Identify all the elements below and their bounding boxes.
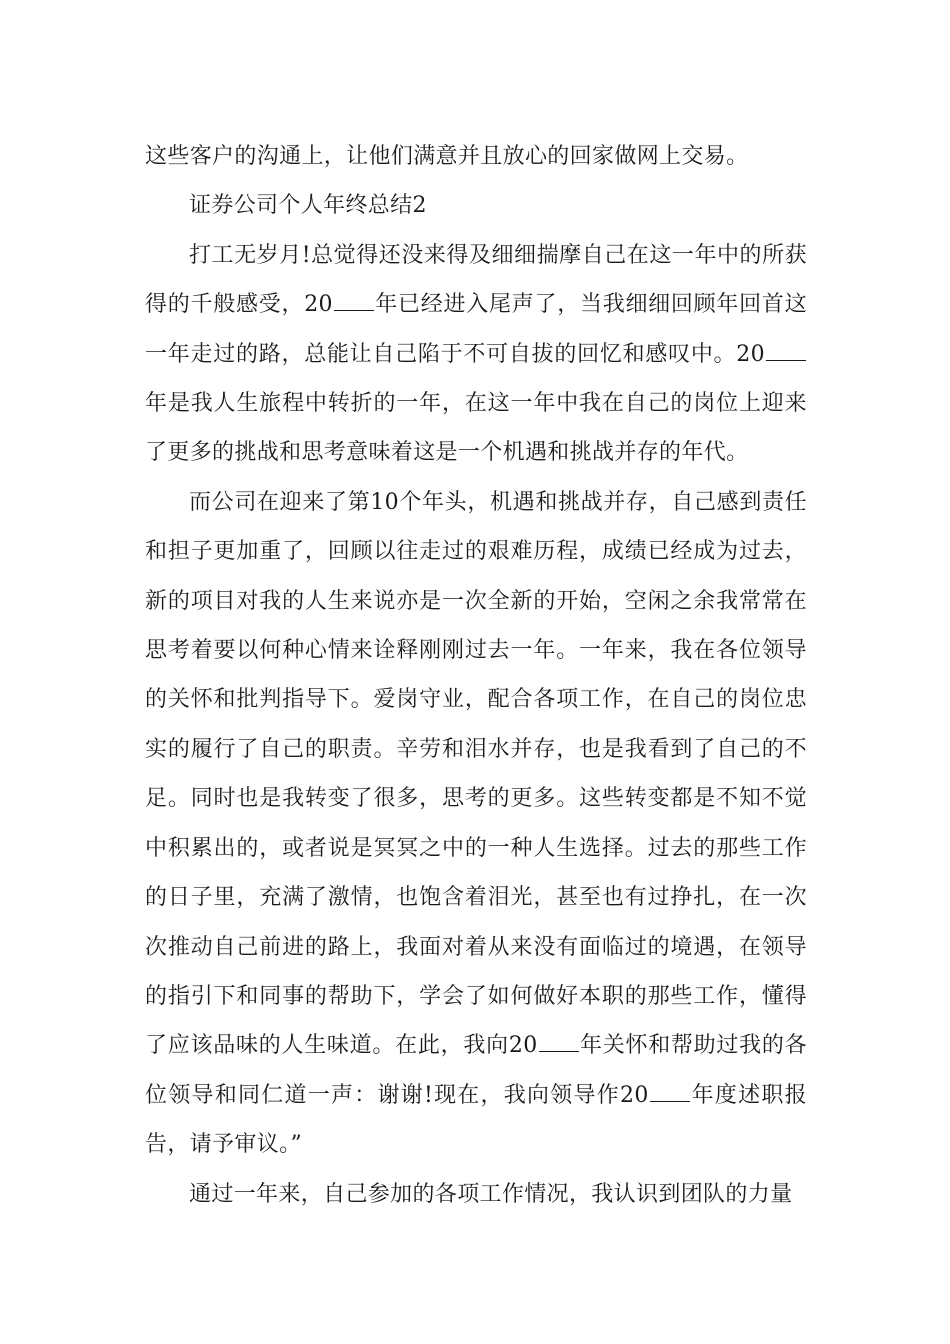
paragraph-text: 年关怀和帮助过我的各位领导和同仁道一声：谢谢!现在，我向领导作20 bbox=[145, 1033, 807, 1108]
fill-in-blank bbox=[766, 342, 806, 361]
fill-in-blank bbox=[650, 1083, 690, 1102]
paragraph-text: 年已经进入尾声了，当我细细回顾年回首这一年走过的路，总能让自己陷于不可自拔的回忆和感叹中。20 bbox=[145, 292, 807, 367]
paragraph-intro bbox=[145, 231, 807, 478]
paragraph-text: 打工无岁月!总觉得还没来得及细细揣摩自己在这一年中的所获得的千般感受，20 bbox=[145, 242, 807, 318]
fill-in-blank bbox=[334, 292, 374, 311]
section-heading: 证券公司个人年终总结2 bbox=[189, 193, 427, 219]
paragraph-text: 年是我人生旅程中转折的一年，在这一年中我在自己的岗位上迎来了更多的挑战和思考意味着这是一个机遇和挑战并存的年代。 bbox=[145, 391, 807, 466]
paragraph-text: 年度述职报告，请予审议。” bbox=[145, 1082, 807, 1158]
paragraph-closing: 通过一年来，自己参加的各项工作情况，我认识到团队的力量 bbox=[189, 1181, 793, 1207]
document-body bbox=[145, 132, 807, 1219]
paragraph-text: 而公司在迎来了第10个年头，机遇和挑战并存，自己感到责任和担子更加重了，回顾以往走过的艰难历程，成绩已经成为过去，新的项目对我的人生来说亦是一次全新的开始，空闲之余我常常在思考着要以何种心情来诠释刚刚过去一年。一年来，我在各位领导的关怀和批判指导下。爱岗守业，配合各项工作，在自己的岗位忠实的履行了自己的职责。辛劳和泪水并存，也是我看到了自己的不足。同时也是我转变了很多，思考的更多。这些转变都是不知不觉中积累出的，或者说是冥冥之中的一种人生选择。过去的那些工作的日子里，充满了激情，也饱含着泪光，甚至也有过挣扎，在一次次推动自己前进的路上，我面对着从来没有面临过的境遇，在领导的指引下和同事的帮助下，学会了如何做好本职的那些工作，懂得了应该品味的人生味道。在此，我向20 bbox=[145, 489, 807, 1059]
fill-in-blank bbox=[539, 1033, 579, 1052]
paragraph-continuation: 这些客户的沟通上，让他们满意并且放心的回家做网上交易。 bbox=[145, 144, 749, 169]
paragraph-main bbox=[145, 478, 807, 1170]
